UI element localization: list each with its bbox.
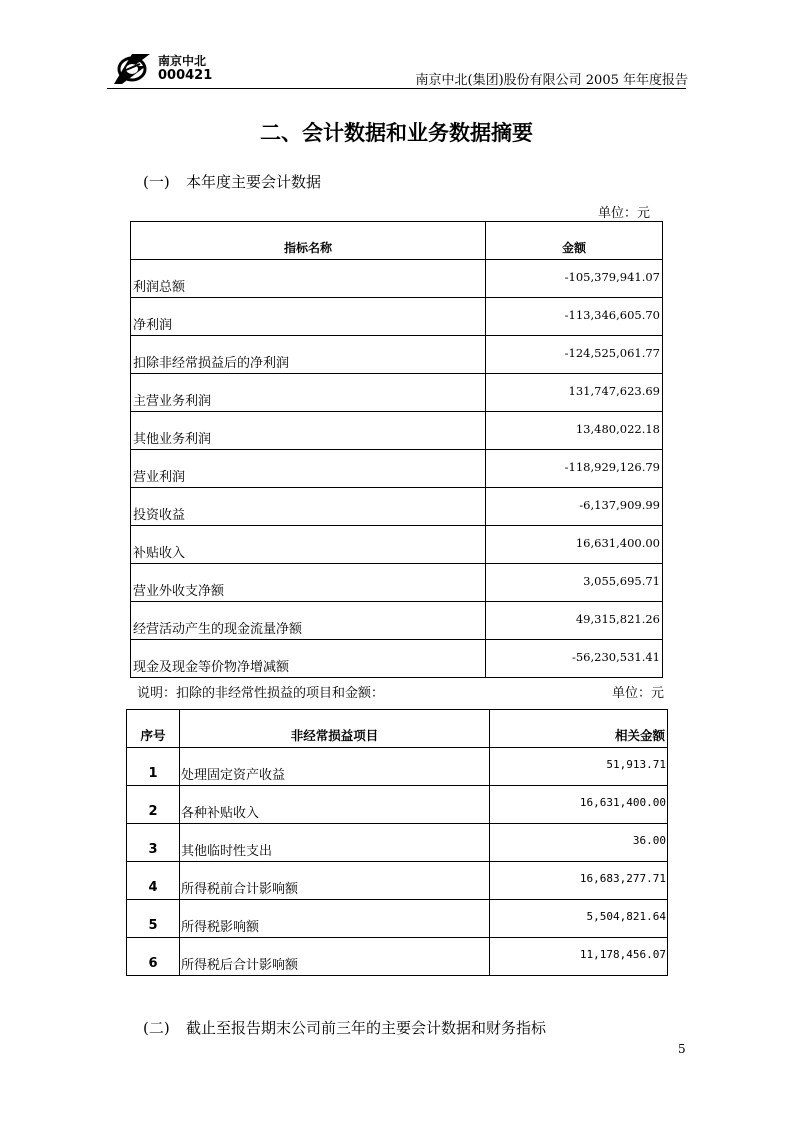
table-row (127, 900, 668, 938)
row-label: 投资收益 (131, 488, 486, 526)
subsection-number: (二) (143, 1019, 170, 1037)
table-row (131, 526, 663, 564)
table-row (127, 824, 668, 862)
table-header-row (127, 710, 668, 748)
column-header: 指标名称 (131, 222, 486, 260)
table-row (131, 488, 663, 526)
row-amount: 16,631,400.00 (490, 786, 668, 824)
table-row (127, 786, 668, 824)
row-amount: 11,178,456.07 (490, 938, 668, 976)
row-label: 补贴收入 (131, 526, 486, 564)
row-label: 现金及现金等价物净增减额 (131, 640, 486, 678)
subsection-title: 截止至报告期末公司前三年的主要会计数据和财务指标 (186, 1019, 547, 1037)
row-value: -6,137,909.99 (486, 488, 663, 526)
company-logo-icon (112, 50, 152, 86)
row-value: -118,929,126.79 (486, 450, 663, 488)
row-label: 主营业务利润 (131, 374, 486, 412)
table-row (131, 640, 663, 678)
main-accounting-data-table (130, 221, 663, 678)
row-label: 其他业务利润 (131, 412, 486, 450)
subsection-number: (一) (143, 173, 170, 191)
row-label: 营业外收支净额 (131, 564, 486, 602)
row-label: 净利润 (131, 298, 486, 336)
table-header-row (131, 222, 663, 260)
row-seq: 3 (127, 824, 180, 862)
subsection-heading-1 (143, 171, 321, 192)
row-item: 处理固定资产收益 (180, 748, 490, 786)
row-value: 13,480,022.18 (486, 412, 663, 450)
table-row (131, 564, 663, 602)
row-seq: 4 (127, 862, 180, 900)
row-seq: 5 (127, 900, 180, 938)
table-row (131, 602, 663, 640)
row-label: 利润总额 (131, 260, 486, 298)
stock-code: 000421 (158, 68, 213, 83)
row-item: 各种补贴收入 (180, 786, 490, 824)
row-amount: 51,913.71 (490, 748, 668, 786)
row-label: 营业利润 (131, 450, 486, 488)
table-row (131, 450, 663, 488)
row-amount: 16,683,277.71 (490, 862, 668, 900)
row-value: -56,230,531.41 (486, 640, 663, 678)
non-recurring-items-table (126, 709, 668, 976)
row-label: 扣除非经常损益后的净利润 (131, 336, 486, 374)
row-value: 3,055,695.71 (486, 564, 663, 602)
column-header: 相关金额 (490, 710, 668, 748)
table-row (131, 298, 663, 336)
row-item: 所得税影响额 (180, 900, 490, 938)
table-row (127, 748, 668, 786)
section-title: 二、会计数据和业务数据摘要 (260, 121, 533, 145)
row-item: 所得税前合计影响额 (180, 862, 490, 900)
row-amount: 36.00 (490, 824, 668, 862)
page-number: 5 (678, 1042, 686, 1056)
table-row (131, 336, 663, 374)
row-value: -105,379,941.07 (486, 260, 663, 298)
row-seq: 2 (127, 786, 180, 824)
table-row (131, 260, 663, 298)
row-value: 131,747,623.69 (486, 374, 663, 412)
row-item: 所得税后合计影响额 (180, 938, 490, 976)
row-value: 49,315,821.26 (486, 602, 663, 640)
row-value: 16,631,400.00 (486, 526, 663, 564)
column-header: 序号 (127, 710, 180, 748)
table-row (127, 938, 668, 976)
subsection-title: 本年度主要会计数据 (186, 173, 322, 191)
row-value: -113,346,605.70 (486, 298, 663, 336)
unit-label: 单位：元 (598, 206, 651, 221)
row-seq: 1 (127, 748, 180, 786)
row-amount: 5,504,821.64 (490, 900, 668, 938)
row-value: -124,525,061.77 (486, 336, 663, 374)
row-seq: 6 (127, 938, 180, 976)
note-text: 说明：扣除的非经常性损益的项目和金额： (137, 686, 385, 701)
unit-label: 单位：元 (612, 686, 665, 701)
header-divider (107, 88, 686, 89)
report-title: 南京中北(集团)股份有限公司 2005 年年度报告 (415, 73, 688, 88)
table-row (127, 862, 668, 900)
row-item: 其他临时性支出 (180, 824, 490, 862)
column-header: 金额 (486, 222, 663, 260)
subsection-heading-2 (143, 1017, 546, 1038)
row-label: 经营活动产生的现金流量净额 (131, 602, 486, 640)
table-row (131, 374, 663, 412)
company-name: 南京中北 (158, 54, 207, 68)
table-row (131, 412, 663, 450)
column-header: 非经常损益项目 (180, 710, 490, 748)
